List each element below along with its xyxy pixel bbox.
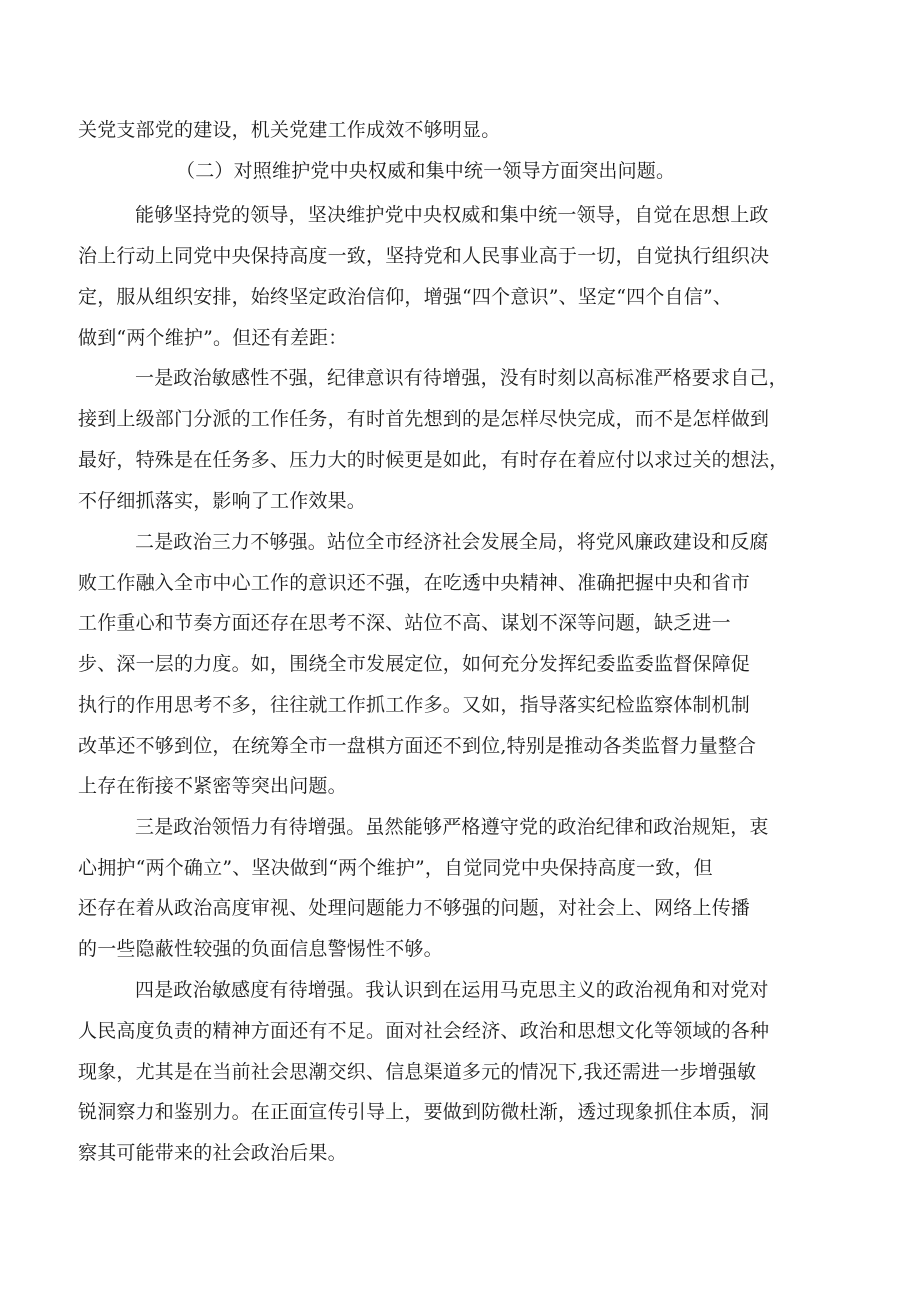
text-line: 执行的作用思考不多，往往就工作抓工作多。又如，指导落实纪检监察体制机制 — [78, 694, 751, 716]
text-line: 做到“两个维护”。但还有差距： — [78, 327, 348, 349]
text-line: 现象，尤其是在当前社会思潮交织、信息渠道多元的情况下,我还需进一步增强敏 — [78, 1061, 757, 1083]
text-line: 关党支部党的建设，机关党建工作成效不够明显。 — [78, 119, 501, 141]
text-line: 上存在衔接不紧密等突出问题。 — [78, 775, 347, 797]
section-heading: （二）对照维护党中央权威和集中统一领导方面突出问题。 — [176, 160, 676, 182]
paragraph-first-line: 四是政治敏感度有待增强。我认识到在运用马克思主义的政治视角和对党对 — [135, 979, 769, 1001]
text-line: 治上行动上同党中央保持高度一致，坚持党和人民事业高于一切，自觉执行组织决 — [78, 245, 770, 267]
paragraph-first-line: 一是政治敏感性不强，纪律意识有待增强，没有时刻以高标准严格要求自己， — [135, 367, 788, 389]
text-line: 心拥护“两个确立”、坚决做到“两个维护”，自觉同党中央保持高度一致，但 — [78, 857, 713, 879]
text-line: 人民高度负责的精神方面还有不足。面对社会经济、政治和思想文化等领域的各种 — [78, 1020, 770, 1042]
paragraph-first-line: 二是政治三力不够强。站位全市经济社会发展全局，将党风廉政建设和反腐 — [135, 531, 769, 553]
paragraph-first-line: 能够坚持党的领导，坚决维护党中央权威和集中统一领导，自觉在思想上政 — [135, 204, 769, 226]
text-line: 察其可能带来的社会政治后果。 — [78, 1142, 347, 1164]
text-line: 步、深一层的力度。如，围绕全市发展定位，如何充分发挥纪委监委监督保障促 — [78, 653, 751, 675]
text-line: 的一些隐蔽性较强的负面信息警惕性不够。 — [78, 938, 443, 960]
text-line: 改革还不够到位，在统筹全市一盘棋方面还不到位,特别是推动各类监督力量整合 — [78, 735, 757, 757]
text-line: 败工作融入全市中心工作的意识还不强，在吃透中央精神、准确把握中央和省市 — [78, 572, 751, 594]
text-line: 锐洞察力和鉴别力。在正面宣传引导上，要做到防微杜渐，透过现象抓住本质，洞 — [78, 1101, 770, 1123]
text-line: 还存在着从政治高度审视、处理问题能力不够强的问题，对社会上、网络上传播 — [78, 897, 751, 919]
paragraph-first-line: 三是政治领悟力有待增强。虽然能够严格遵守党的政治纪律和政治规矩，衷 — [135, 816, 769, 838]
text-line: 最好，特殊是在任务多、压力大的时候更是如此，有时存在着应付以求过关的想法， — [78, 449, 789, 471]
text-line: 接到上级部门分派的工作任务，有时首先想到的是怎样尽快完成，而不是怎样做到 — [78, 408, 770, 430]
text-line: 工作重心和节奏方面还存在思考不深、站位不高、谋划不深等问题，缺乏进一 — [78, 612, 731, 634]
text-line: 定，服从组织安排，始终坚定政治信仰，增强“四个意识”、坚定“四个自信”、 — [78, 286, 733, 308]
text-line: 不仔细抓落实，影响了工作效果。 — [78, 490, 367, 512]
